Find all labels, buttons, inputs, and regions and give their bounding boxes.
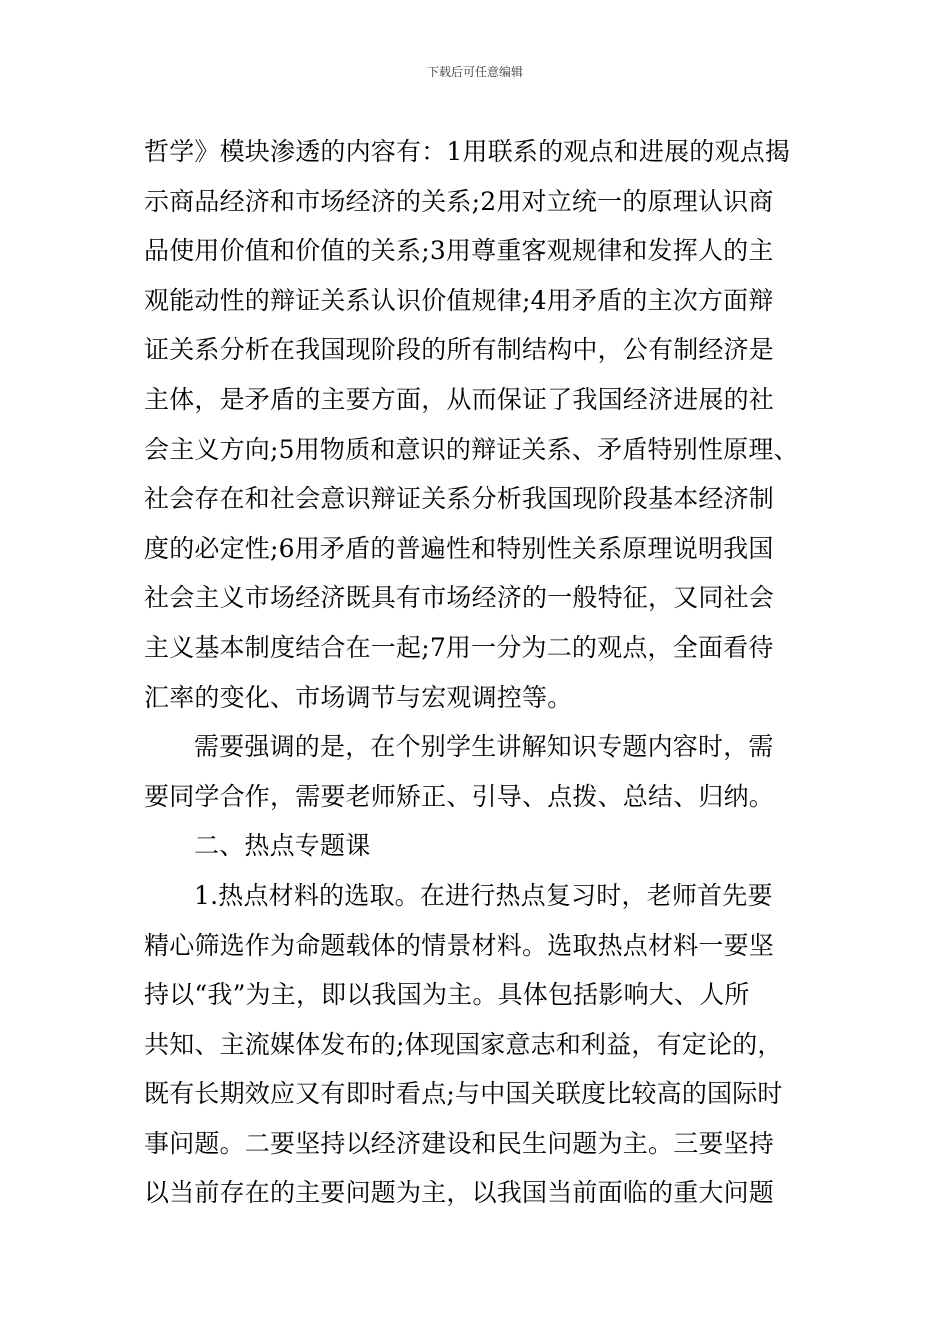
page-header: 下载后可任意编辑 — [426, 65, 523, 79]
text-line: 社会存在和社会意识辩证关系分析我国现阶段基本经济制 — [144, 484, 775, 514]
text-line: 共知、主流媒体发布的;体现国家意志和利益，有定论的， — [144, 1029, 783, 1059]
text-line: 持以“我”为主，即以我国为主。具体包括影响大、人所 — [144, 980, 750, 1010]
text-line: 1.热点材料的选取。在进行热点复习时，老师首先要 — [194, 880, 773, 910]
text-line: 需要强调的是，在个别学生讲解知识专题内容时，需 — [194, 732, 774, 762]
text-line: 证关系分析在我国现阶段的所有制结构中，公有制经济是 — [144, 335, 775, 365]
section-heading-hotspot-course — [144, 821, 834, 871]
text-line: 主义基本制度结合在一起;7用一分为二的观点，全面看待 — [144, 632, 774, 662]
text-line: 精心筛选作为命题载体的情景材料。选取热点材料一要坚 — [144, 930, 775, 960]
text-line: 社会主义市场经济既具有市场经济的一般特征，又同社会 — [144, 583, 775, 613]
text-line: 事问题。二要坚持以经济建设和民生问题为主。三要坚持 — [144, 1128, 775, 1158]
text-line: 主体，是矛盾的主要方面，从而保证了我国经济进展的社 — [144, 384, 775, 414]
paragraph-philosophy-module — [144, 127, 834, 722]
text-line: 哲学》模块渗透的内容有：1用联系的观点和进展的观点揭 — [144, 137, 791, 166]
text-line: 示商品经济和市场经济的关系;2用对立统一的原理认识商 — [144, 186, 774, 216]
paragraph-hotspot-material — [144, 871, 834, 1218]
text-line: 度的必定性;6用矛盾的普遍性和特别性关系原理说明我国 — [144, 533, 774, 563]
text-line: 品使用价值和价值的关系;3用尊重客观规律和发挥人的主 — [144, 236, 774, 266]
text-line: 既有长期效应又有即时看点;与中国关联度比较高的国际时 — [144, 1079, 783, 1109]
section-heading: 二、热点专题课 — [194, 831, 371, 861]
text-line: 汇率的变化、市场调节与宏观调控等。 — [144, 682, 573, 712]
document-body — [144, 127, 834, 1218]
text-line: 要同学合作，需要老师矫正、引导、点拨、总结、归纳。 — [144, 781, 775, 811]
paragraph-emphasis — [144, 722, 834, 821]
text-line: 观能动性的辩证关系认识价值规律;4用矛盾的主次方面辩 — [144, 285, 774, 315]
text-line: 会主义方向;5用物质和意识的辩证关系、矛盾特别性原理、 — [144, 434, 799, 464]
text-line: 以当前存在的主要问题为主，以我国当前面临的重大问题 — [144, 1178, 775, 1208]
